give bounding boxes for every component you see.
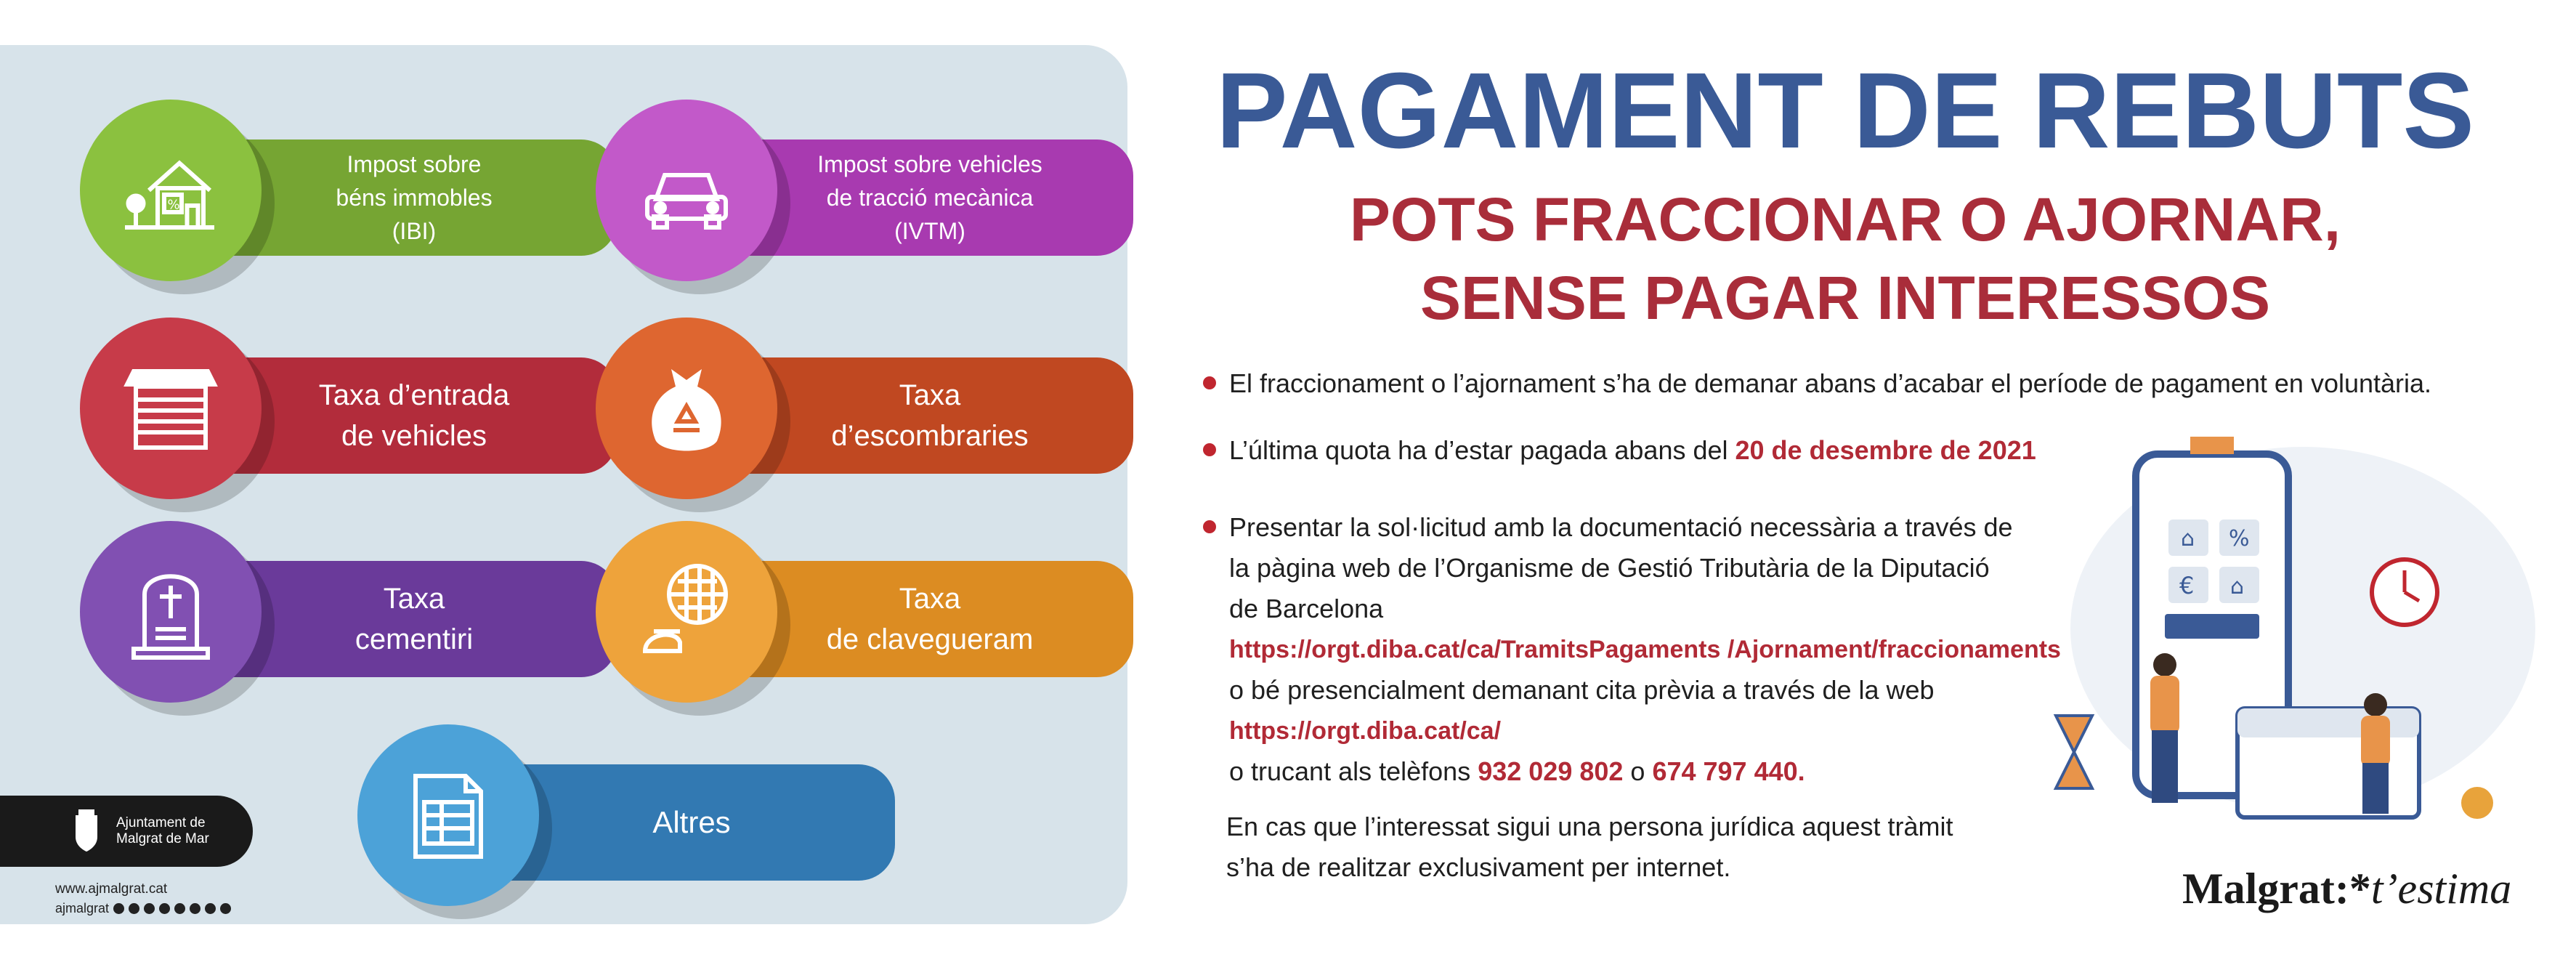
malgrat-tagline bbox=[2182, 863, 2511, 914]
tile-ibi-line: Impost sobre bbox=[347, 151, 482, 177]
whatsapp-icon[interactable] bbox=[190, 903, 201, 914]
page-title: PAGAMENT DE REBUTS bbox=[1215, 51, 2475, 171]
juridica-line: s’ha de realitzar exclusivament per internet. bbox=[1226, 852, 1731, 882]
tile-ibi-line: (IBI) bbox=[392, 218, 437, 244]
tile-ivtm-line: Impost sobre vehicles bbox=[817, 151, 1042, 177]
ajuntament-logo bbox=[0, 796, 253, 867]
juridica-note bbox=[1226, 807, 1953, 888]
tile-entrada-label bbox=[211, 357, 617, 474]
website-link[interactable]: www.ajmalgrat.cat bbox=[55, 881, 168, 897]
tile-clavegueram-line: Taxa bbox=[899, 583, 961, 615]
deadline-date: 20 de desembre de 2021 bbox=[1735, 435, 2036, 465]
bullet-3-line: la pàgina web de l’Organisme de Gestió Tributària de la Diputació bbox=[1229, 553, 1990, 583]
tagline-malgrat: Malgrat:* bbox=[2182, 865, 2371, 913]
orgt-tramits-link[interactable]: https://orgt.diba.cat/ca/TramitsPagaments /Ajornament/fraccionaments bbox=[1229, 636, 2061, 663]
svg-text:⌂: ⌂ bbox=[2181, 526, 2195, 551]
phone-2[interactable]: 674 797 440. bbox=[1652, 756, 1805, 786]
telegram-icon[interactable] bbox=[174, 903, 185, 914]
tile-escombraries-label bbox=[726, 357, 1133, 474]
bullet-3-line: o bé presencialment demanant cita prèvia a través de la web bbox=[1229, 675, 1935, 705]
phone-calendar-illustration bbox=[2027, 411, 2550, 846]
tile-ivtm-line: (IVTM) bbox=[894, 218, 965, 244]
ajuntament-name bbox=[116, 815, 209, 847]
tombstone-icon bbox=[80, 521, 262, 703]
tile-entrada-line: Taxa d’entrada bbox=[318, 379, 510, 411]
phone-pre: o trucant als telèfons bbox=[1229, 756, 1478, 786]
document-icon bbox=[357, 724, 539, 906]
recycle-bag-icon bbox=[596, 318, 777, 499]
tile-cementiri-label bbox=[211, 561, 617, 677]
social-handle: ajmalgrat bbox=[55, 901, 110, 915]
social-bar bbox=[55, 901, 231, 916]
tile-clavegueram-line: de clavegueram bbox=[826, 623, 1034, 655]
tile-ibi-line: béns immobles bbox=[336, 185, 493, 211]
instagram-icon[interactable] bbox=[113, 903, 124, 914]
tile-ivtm-line: de tracció mecànica bbox=[826, 185, 1034, 211]
svg-text:%: % bbox=[167, 197, 180, 213]
sewer-icon bbox=[596, 521, 777, 703]
phone-mid: o bbox=[1623, 756, 1653, 786]
juridica-line: En cas que l’interessat sigui una persona jurídica aquest tràmit bbox=[1226, 812, 1953, 841]
podcast-icon[interactable] bbox=[205, 903, 216, 914]
bullet-3-line: de Barcelona bbox=[1229, 594, 1384, 623]
phone-line bbox=[1229, 751, 2061, 792]
rss-icon[interactable] bbox=[220, 903, 231, 914]
tile-ibi-label bbox=[211, 140, 617, 256]
youtube-icon[interactable] bbox=[159, 903, 170, 914]
twitter-icon[interactable] bbox=[144, 903, 155, 914]
ajuntament-line1: Ajuntament de bbox=[116, 815, 206, 830]
tile-entrada-line: de vehicles bbox=[341, 420, 487, 452]
svg-text:€: € bbox=[2179, 572, 2195, 599]
svg-text:%: % bbox=[2229, 526, 2250, 551]
tile-escombraries-line: Taxa bbox=[899, 379, 961, 411]
bullet-1: El fraccionament o l’ajornament s’ha de demanar abans d’acabar el període de pagament en voluntària. bbox=[1229, 363, 2431, 404]
tile-altres-label bbox=[488, 764, 895, 881]
phone-1[interactable]: 932 029 802 bbox=[1478, 756, 1624, 786]
svg-text:⌂: ⌂ bbox=[2230, 574, 2245, 599]
facebook-icon[interactable] bbox=[129, 903, 139, 914]
orgt-home-link[interactable]: https://orgt.diba.cat/ca/ bbox=[1229, 717, 1502, 745]
car-icon bbox=[596, 100, 777, 281]
tile-altres-line: Altres bbox=[652, 805, 731, 839]
tile-cementiri-line: Taxa bbox=[383, 583, 445, 615]
bullet-2-text: L’última quota ha d’estar pagada abans del bbox=[1229, 435, 1735, 465]
garage-icon bbox=[80, 318, 262, 499]
tile-clavegueram-label bbox=[726, 561, 1133, 677]
tagline-testima: t’estima bbox=[2370, 865, 2512, 913]
subtitle-2: SENSE PAGAR INTERESSOS bbox=[1419, 264, 2270, 332]
bullet-3-line: Presentar la sol·licitud amb la documentació necessària a través de bbox=[1229, 512, 2013, 542]
ajuntament-line2: Malgrat de Mar bbox=[116, 831, 209, 846]
bullet-2 bbox=[1229, 430, 2036, 471]
tile-cementiri-line: cementiri bbox=[355, 623, 474, 655]
subtitle-1: POTS FRACCIONAR O AJORNAR, bbox=[1349, 185, 2341, 254]
coat-of-arms-icon bbox=[73, 809, 100, 853]
tile-escombraries-line: d’escombraries bbox=[831, 420, 1029, 452]
house-percent-icon bbox=[80, 100, 262, 281]
bullet-3 bbox=[1229, 507, 2061, 792]
tile-ivtm-label bbox=[726, 140, 1133, 256]
